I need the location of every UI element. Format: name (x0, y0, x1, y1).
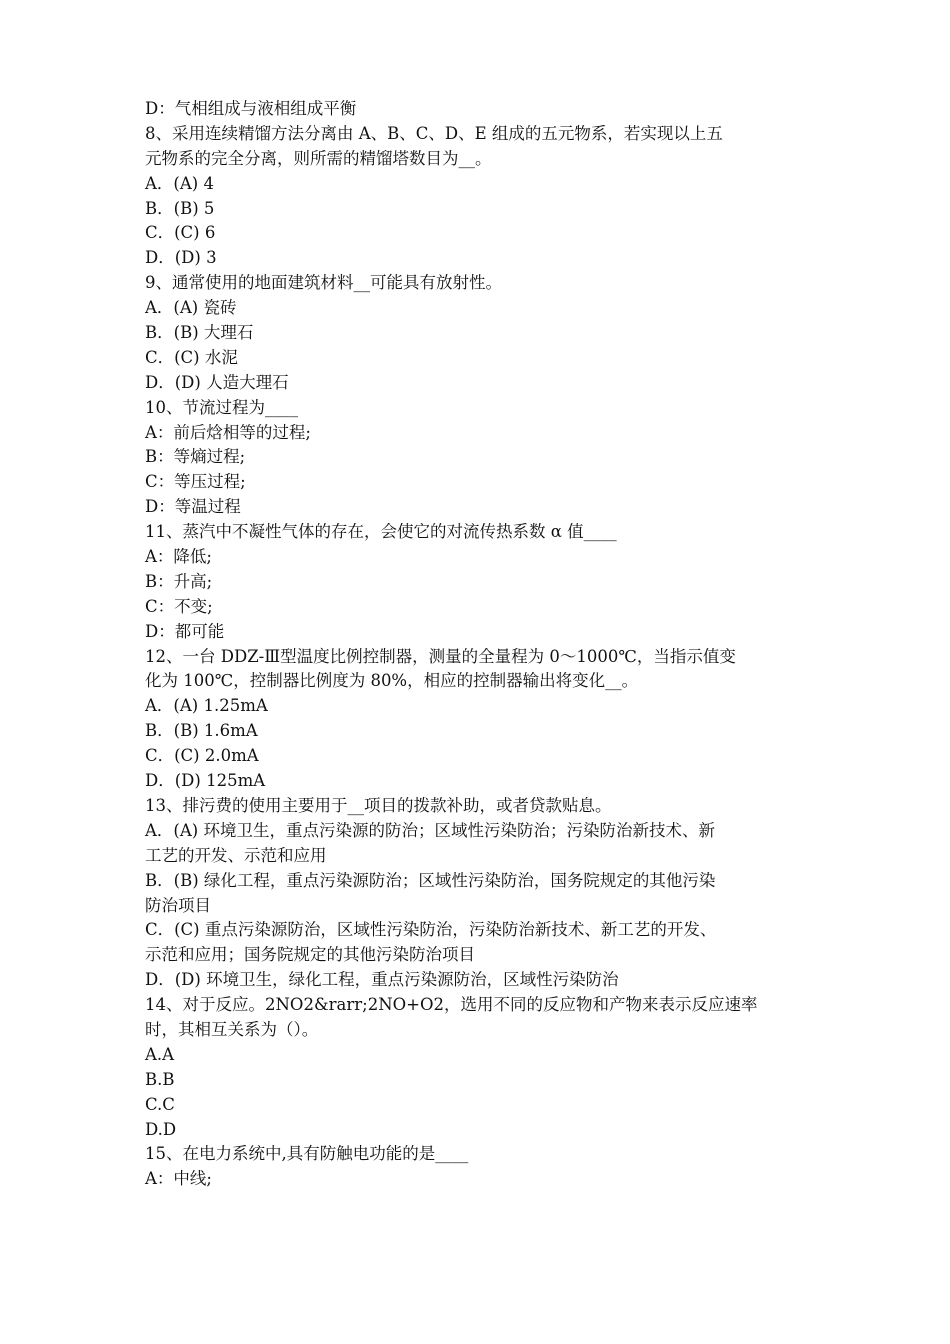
option-line: C：等压过程; (145, 472, 246, 492)
option-line: A：降低; (145, 547, 212, 567)
question-13-stem: 13、排污费的使用主要用于__项目的拨款补助，或者贷款贴息。 (145, 795, 612, 815)
question-10-stem: 10、节流过程为____ (145, 397, 298, 417)
option-line: A：前后焓相等的过程; (145, 422, 311, 442)
question-15-stem: 15、在电力系统中,具有防触电功能的是____ (145, 1144, 469, 1164)
option-line: A.A (145, 1044, 175, 1064)
text-line: 防治项目 (145, 895, 211, 915)
option-line: B．(B) 1.6mA (145, 721, 258, 741)
question-14-stem: 14、对于反应。2NO2&rarr;2NO+O2，选用不同的反应物和产物来表示反应速率 (145, 995, 758, 1015)
option-line: D．(D) 3 (145, 248, 217, 268)
question-8-stem: 8、采用连续精馏方法分离由 A、B、C、D、E 组成的五元物系，若实现以上五 (145, 123, 723, 143)
option-line: B：升高; (145, 571, 213, 591)
option-line: C.C (145, 1094, 175, 1114)
option-line: D．(D) 125mA (145, 771, 266, 791)
option-line: A：中线; (145, 1169, 212, 1189)
option-line: C．(C) 2.0mA (145, 746, 259, 766)
text-line: 元物系的完全分离，则所需的精馏塔数目为__。 (145, 148, 492, 168)
option-line: C：不变; (145, 596, 213, 616)
question-9-stem: 9、通常使用的地面建筑材料__可能具有放射性。 (145, 273, 502, 293)
option-line: D．(D) 人造大理石 (145, 372, 289, 392)
option-line: D.D (145, 1119, 177, 1139)
option-line: B.B (145, 1069, 175, 1089)
text-line: 化为 100℃，控制器比例度为 80%，相应的控制器输出将变化__。 (145, 671, 639, 691)
option-line: A．(A) 1.25mA (145, 696, 268, 716)
option-line: A．(A) 4 (145, 173, 214, 193)
text-line: 时，其相互关系为（）。 (145, 1019, 319, 1039)
text-line: D：气相组成与液相组成平衡 (145, 99, 357, 118)
option-line: A．(A) 瓷砖 (145, 298, 237, 318)
option-line: B．(B) 大理石 (145, 323, 254, 343)
question-11-stem: 11、蒸汽中不凝性气体的存在，会使它的对流传热系数 α 值____ (145, 522, 617, 542)
option-line: A．(A) 环境卫生，重点污染源的防治；区域性污染防治；污染防治新技术、新 (145, 820, 715, 840)
option-line: C．(C) 重点污染源防治，区域性污染防治，污染防治新技术、新工艺的开发、 (145, 920, 717, 940)
option-line: B．(B) 5 (145, 198, 215, 218)
option-line: C．(C) 水泥 (145, 347, 238, 367)
option-line: C．(C) 6 (145, 223, 216, 243)
question-12-stem: 12、一台 DDZ-Ⅲ型温度比例控制器，测量的全量程为 0～1000℃，当指示值变 (145, 646, 736, 666)
document-body (145, 97, 810, 1192)
option-line: B．(B) 绿化工程，重点污染源防治；区域性污染防治，国务院规定的其他污染 (145, 870, 716, 890)
option-line: D：等温过程 (145, 497, 241, 517)
text-line: 示范和应用；国务院规定的其他污染防治项目 (145, 945, 475, 965)
text-line: 工艺的开发、示范和应用 (145, 845, 327, 865)
option-line: D：都可能 (145, 621, 225, 641)
option-line: B：等熵过程; (145, 447, 246, 467)
option-line: D．(D) 环境卫生，绿化工程，重点污染源防治，区域性污染防治 (145, 970, 619, 990)
